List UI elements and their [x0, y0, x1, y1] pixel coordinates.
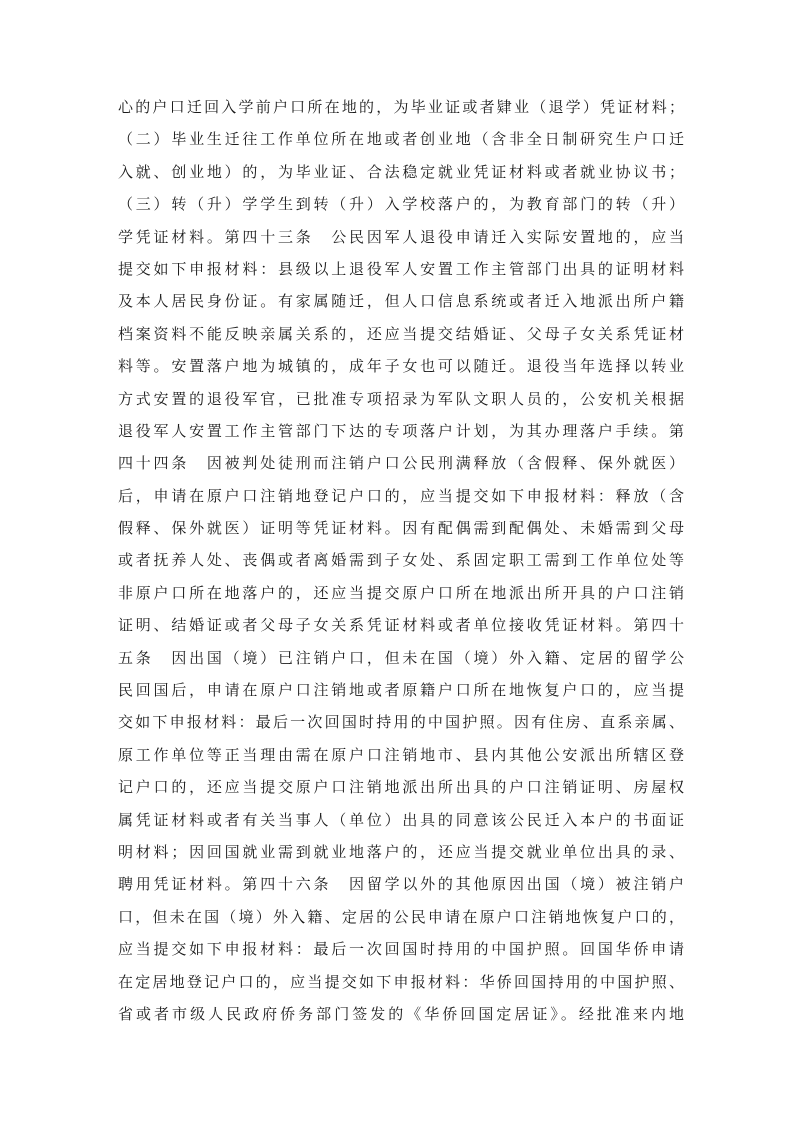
text-line: 口，但未在国（境）外入籍、定居的公民申请在原户口注销地恢复户口的， — [118, 907, 684, 926]
text-line: 属凭证材料或者有关当事人（单位）出具的同意该公民迁入本户的书面证 — [118, 810, 684, 829]
text-line: 记户口的，还应当提交原户口注销地派出所出具的户口注销证明、房屋权 — [118, 778, 684, 797]
text-line: 方式安置的退役军官，已批准专项招录为军队文职人员的，公安机关根据 — [118, 389, 684, 408]
text-line: （三）转（升）学学生到转（升）入学校落户的，为教育部门的转（升） — [118, 195, 684, 214]
text-line: 档案资料不能反映亲属关系的，还应当提交结婚证、父母子女关系凭证材 — [118, 324, 684, 343]
text-line: 省或者市级人民政府侨务部门签发的《华侨回国定居证》。经批准来内地 — [118, 1004, 684, 1023]
text-line: 明材料；因回国就业需到就业地落户的，还应当提交就业单位出具的录、 — [118, 842, 684, 861]
body-text — [118, 91, 684, 1030]
text-line: 学凭证材料。第四十三条 公民因军人退役申请迁入实际安置地的，应当 — [118, 227, 684, 246]
text-line: 应当提交如下申报材料：最后一次回国时持用的中国护照。回国华侨申请 — [118, 940, 684, 959]
text-line: 在定居地登记户口的，应当提交如下申报材料：华侨回国持用的中国护照、 — [118, 972, 684, 991]
text-line: 后，申请在原户口注销地登记户口的，应当提交如下申报材料：释放（含 — [118, 486, 684, 505]
text-line: 或者抚养人处、丧偶或者离婚需到子女处、系固定职工需到工作单位处等 — [118, 551, 684, 570]
text-line: （二）毕业生迁往工作单位所在地或者创业地（含非全日制研究生户口迁 — [118, 130, 684, 149]
text-line: 原工作单位等正当理由需在原户口注销地市、县内其他公安派出所辖区登 — [118, 745, 684, 764]
text-line: 心的户口迁回入学前户口所在地的，为毕业证或者肄业（退学）凭证材料； — [118, 98, 684, 116]
text-line: 及本人居民身份证。有家属随迁，但人口信息系统或者迁入地派出所户籍 — [118, 292, 684, 311]
text-line: 民回国后，申请在原户口注销地或者原籍户口所在地恢复户口的，应当提 — [118, 681, 684, 700]
text-line: 四十四条 因被判处徒刑而注销户口公民刑满释放（含假释、保外就医） — [118, 454, 684, 473]
text-line: 假释、保外就医）证明等凭证材料。因有配偶需到配偶处、未婚需到父母 — [118, 519, 684, 538]
text-line: 入就、创业地）的，为毕业证、合法稳定就业凭证材料或者就业协议书； — [118, 162, 684, 181]
text-line: 交如下申报材料：最后一次回国时持用的中国护照。因有住房、直系亲属、 — [118, 713, 684, 732]
text-line: 提交如下申报材料：县级以上退役军人安置工作主管部门出具的证明材料 — [118, 259, 684, 278]
text-line: 料等。安置落户地为城镇的，成年子女也可以随迁。退役当年选择以转业 — [118, 357, 684, 376]
text-line: 聘用凭证材料。第四十六条 因留学以外的其他原因出国（境）被注销户 — [118, 875, 684, 894]
text-line: 证明、结婚证或者父母子女关系凭证材料或者单位接收凭证材料。第四十 — [118, 616, 684, 635]
text-line: 退役军人安置工作主管部门下达的专项落户计划，为其办理落户手续。第 — [118, 421, 684, 440]
text-line: 五条 因出国（境）已注销户口，但未在国（境）外入籍、定居的留学公 — [118, 648, 684, 667]
text-line: 非原户口所在地落户的，还应当提交原户口所在地派出所开具的户口注销 — [118, 583, 684, 602]
